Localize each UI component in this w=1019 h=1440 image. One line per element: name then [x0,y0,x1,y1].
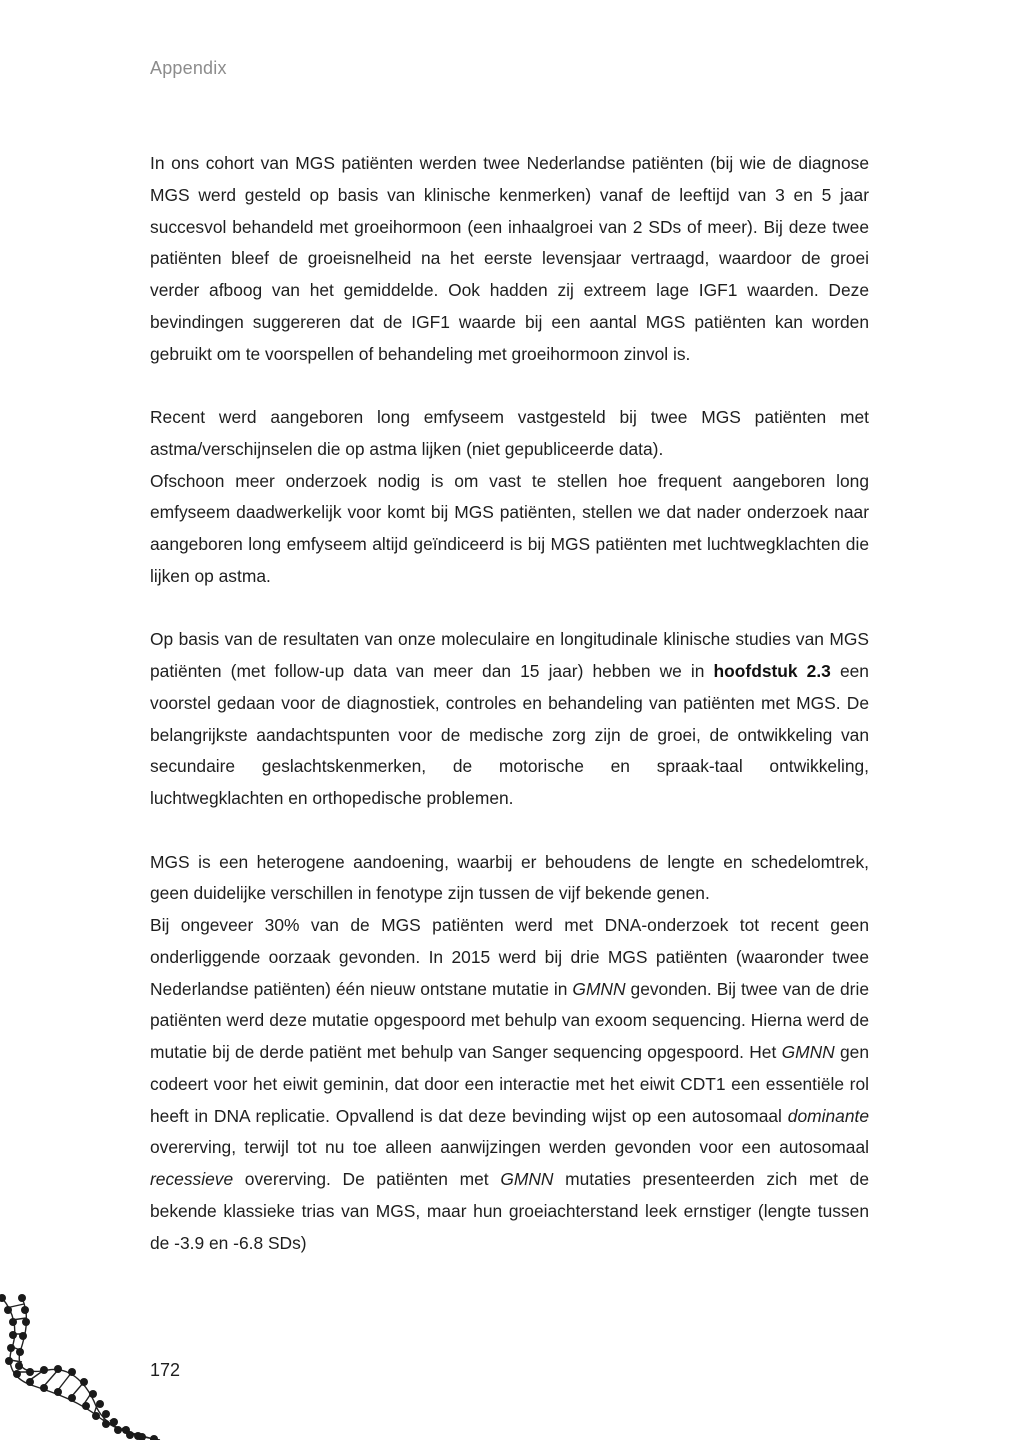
paragraph-emphysema: Recent werd aangeboren long emfyseem vastgesteld bij twee MGS patiënten met astma/verschijnselen die op astma lijken (niet gepubliceerde data). [150,407,869,459]
paragraph-growth-hormone: In ons cohort van MGS patiënten werden twee Nederlandse patiënten (bij wie de diagnose MGS werd gesteld op basis van klinische kenmerken) vanaf de leeftijd van 3 en 5 jaar succesvol behandeld met groeihormoon (een inhaalgroei van 2 SDs of meer). Bij deze twee patiënten bleef de groeisnelheid na het eerste levensjaar vertraagd, waardoor de groei verder afboog van het gemiddelde. Ook hadden zij extreem lage IGF1 waarden. Deze bevindingen suggereren dat de IGF1 waarde bij een aantal MGS patiënten kan worden gebruikt om te voorspellen of behandeling met groeihormoon zinvol is. [150,153,869,364]
paragraph-heterogeneity: MGS is een heterogene aandoening, waarbij er behoudens de lengte en schedelomtrek, geen duidelijke verschillen in fenotype zijn tussen de vijf bekende genen. [150,851,869,904]
text-span: overerving, terwijl tot nu toe alleen aanwijzingen werden gevonden voor een autosomaal [150,1137,869,1158]
paragraph-recommendations [150,624,869,815]
text-span: Op basis van de resultaten van onze moleculaire en longitudinale klinische studies van MGS patiënten (met follow-up data van meer dan 15 jaar) hebben we in [150,629,869,681]
emphasis-term: recessieve [150,1169,234,1189]
paragraph-gmnn [150,910,869,1259]
text-span: Bij ongeveer 30% van de MGS patiënten werd met DNA-onderzoek tot recent geen onderliggende oorzaak gevonden. In 2015 werd bij drie MGS patiënten (waaronder twee Nederlandse patiënten) één nieuw ontstane mutatie in [150,915,869,999]
emphasis-term: dominante [787,1105,869,1126]
dna-helix-icon [0,1290,170,1440]
paragraph-emphysema-research: Ofschoon meer onderzoek nodig is om vast te stellen hoe frequent aangeboren long emfyseem daadwerkelijk voor komt bij MGS patiënten, stellen we dat nader onderzoek naar aangeboren long emfyseem altijd geïndiceerd is bij MGS patiënten met luchtwegklachten die lijken op astma. [150,470,869,586]
page-number: 172 [150,1360,181,1380]
text-span: overerving. De patiënten met [233,1169,501,1189]
text-span: gen codeert voor het eiwit geminin, dat door een interactie met het eiwit CDT1 een essentiële rol heeft in DNA replicatie. Opvallend is dat deze bevinding wijst op een autosomaal [150,1042,869,1126]
running-header: Appendix [150,58,227,78]
text-span: een voorstel gedaan voor de diagnostiek, controles en behandeling van patiënten met MGS. De belangrijkste aandachtspunten voor de medische zorg zijn de groei, de ontwikkeling van secundaire geslachtskenmerken, de motorische en spraak-taal ontwikkeling, luchtwegklachten en orthopedische problemen. [150,661,869,808]
gene-name: GMNN [500,1169,554,1189]
chapter-reference: hoofdstuk 2.3 [713,661,831,681]
gene-name: GMNN [781,1042,835,1062]
gene-name: GMNN [572,978,626,999]
text-span: mutaties presenteerden zich met de bekende klassieke trias van MGS, maar hun groeiachterstand leek ernstiger (lengte tussen de -3.9 en -6.8 SDs) [150,1169,869,1253]
text-span: gevonden. Bij twee van de drie patiënten werd deze mutatie opgespoord met behulp van exoom sequencing. Hierna werd de mutatie bij de derde patiënt met behulp van Sanger sequencing opgespoord. Het [150,978,869,1062]
body-text [150,148,869,1259]
